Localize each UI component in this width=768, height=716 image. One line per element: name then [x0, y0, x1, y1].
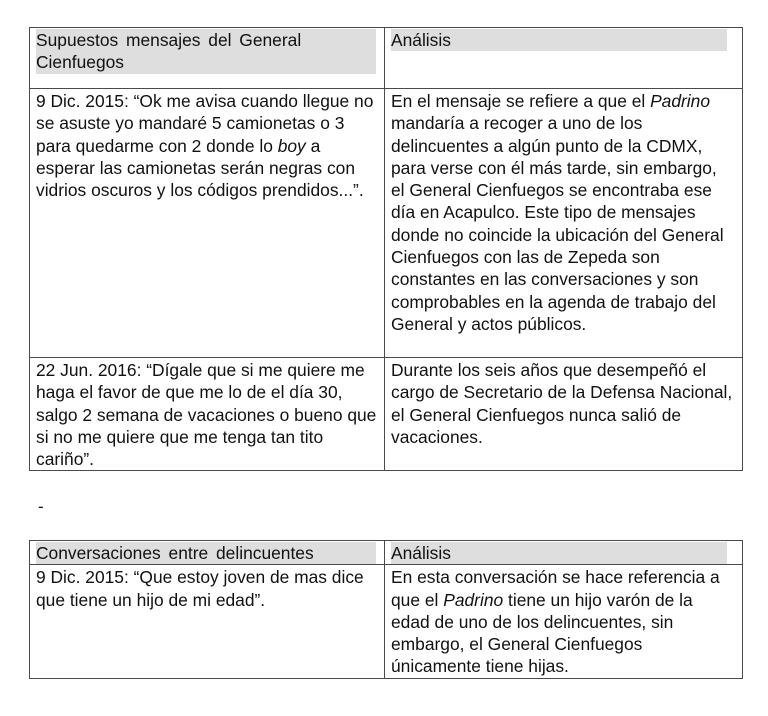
message-date: 22 Jun. 2016:	[36, 360, 142, 380]
message-text	[30, 89, 384, 201]
message-cell	[30, 89, 385, 358]
column-header-analysis: Análisis	[391, 29, 727, 51]
message-emphasis: boy	[277, 135, 306, 156]
message-date: 9 Dic. 2015:	[36, 91, 129, 111]
analysis-text	[385, 565, 742, 677]
analysis-text-part: En esta conversación se hace referencia a que el	[391, 567, 720, 610]
column-header-messages: Supuestos mensajes del General Cienfuegos	[36, 29, 376, 74]
analysis-text	[385, 358, 742, 448]
analysis-text-part: Durante los seis años que desempeñó el cargo de Secretario de la Defensa Nacional, el General Cienfuegos nunca salió de vacaciones.	[391, 360, 733, 447]
analysis-emphasis: Padrino	[650, 91, 711, 111]
separator-dash: -	[38, 497, 44, 516]
messages-table	[29, 27, 743, 471]
table-header-row	[30, 28, 743, 89]
header-cell-right	[385, 28, 743, 89]
message-text	[30, 565, 384, 611]
message-cell	[30, 565, 385, 678]
analysis-text-part: mandaría a recoger a uno de los delincuentes a algún punto de la CDMX, para verse con él más tarde, sin embargo, el General Cienfuegos se encontraba ese día en Acapulco. Este tipo de mensajes donde no coincide la ubicación del General Cienfuegos con las de Zepeda son constantes en las conversaciones y son comprobables en la agenda de trabajo del General y actos públicos.	[391, 113, 724, 334]
analysis-cell	[385, 358, 743, 471]
table-row	[30, 358, 743, 471]
analysis-text	[385, 89, 742, 335]
analysis-emphasis: Padrino	[443, 589, 504, 610]
table-header-row	[30, 541, 743, 565]
header-cell-right	[385, 541, 743, 565]
analysis-cell	[385, 565, 743, 678]
message-text-part: “Dígale que si me quiere me haga el favor de que me lo de el día 30, salgo 2 semana de vacaciones o bueno que si no me quiere que me tenga tan tito cariño”.	[36, 360, 377, 470]
header-cell-left	[30, 28, 385, 89]
header-cell-left	[30, 541, 385, 565]
message-text	[30, 358, 384, 470]
analysis-cell	[385, 89, 743, 358]
message-text-part: “Que estoy joven de mas dice que tiene un hijo de mi edad”.	[36, 567, 364, 610]
message-text-part: “Ok me avisa cuando llegue no se asuste yo mandaré 5 camionetas o 3 para quedarme con 2 donde lo	[36, 91, 374, 156]
message-date: 9 Dic. 2015:	[36, 567, 129, 588]
column-header-conversations: Conversaciones entre delincuentes	[36, 542, 376, 564]
table-row	[30, 565, 743, 678]
table-row	[30, 89, 743, 358]
message-text-part: a esperar las camionetas serán negras con vidrios oscuros y los códigos prendidos...”.	[36, 135, 364, 201]
analysis-text-part: tiene un hijo varón de la edad de uno de los delincuentes, sin embargo, el General Cienfuegos únicamente tiene hijas.	[391, 589, 693, 677]
conversations-table	[29, 540, 743, 679]
analysis-text-part: En el mensaje se refiere a que el	[391, 91, 651, 111]
message-cell	[30, 358, 385, 471]
column-header-analysis: Análisis	[391, 542, 727, 564]
